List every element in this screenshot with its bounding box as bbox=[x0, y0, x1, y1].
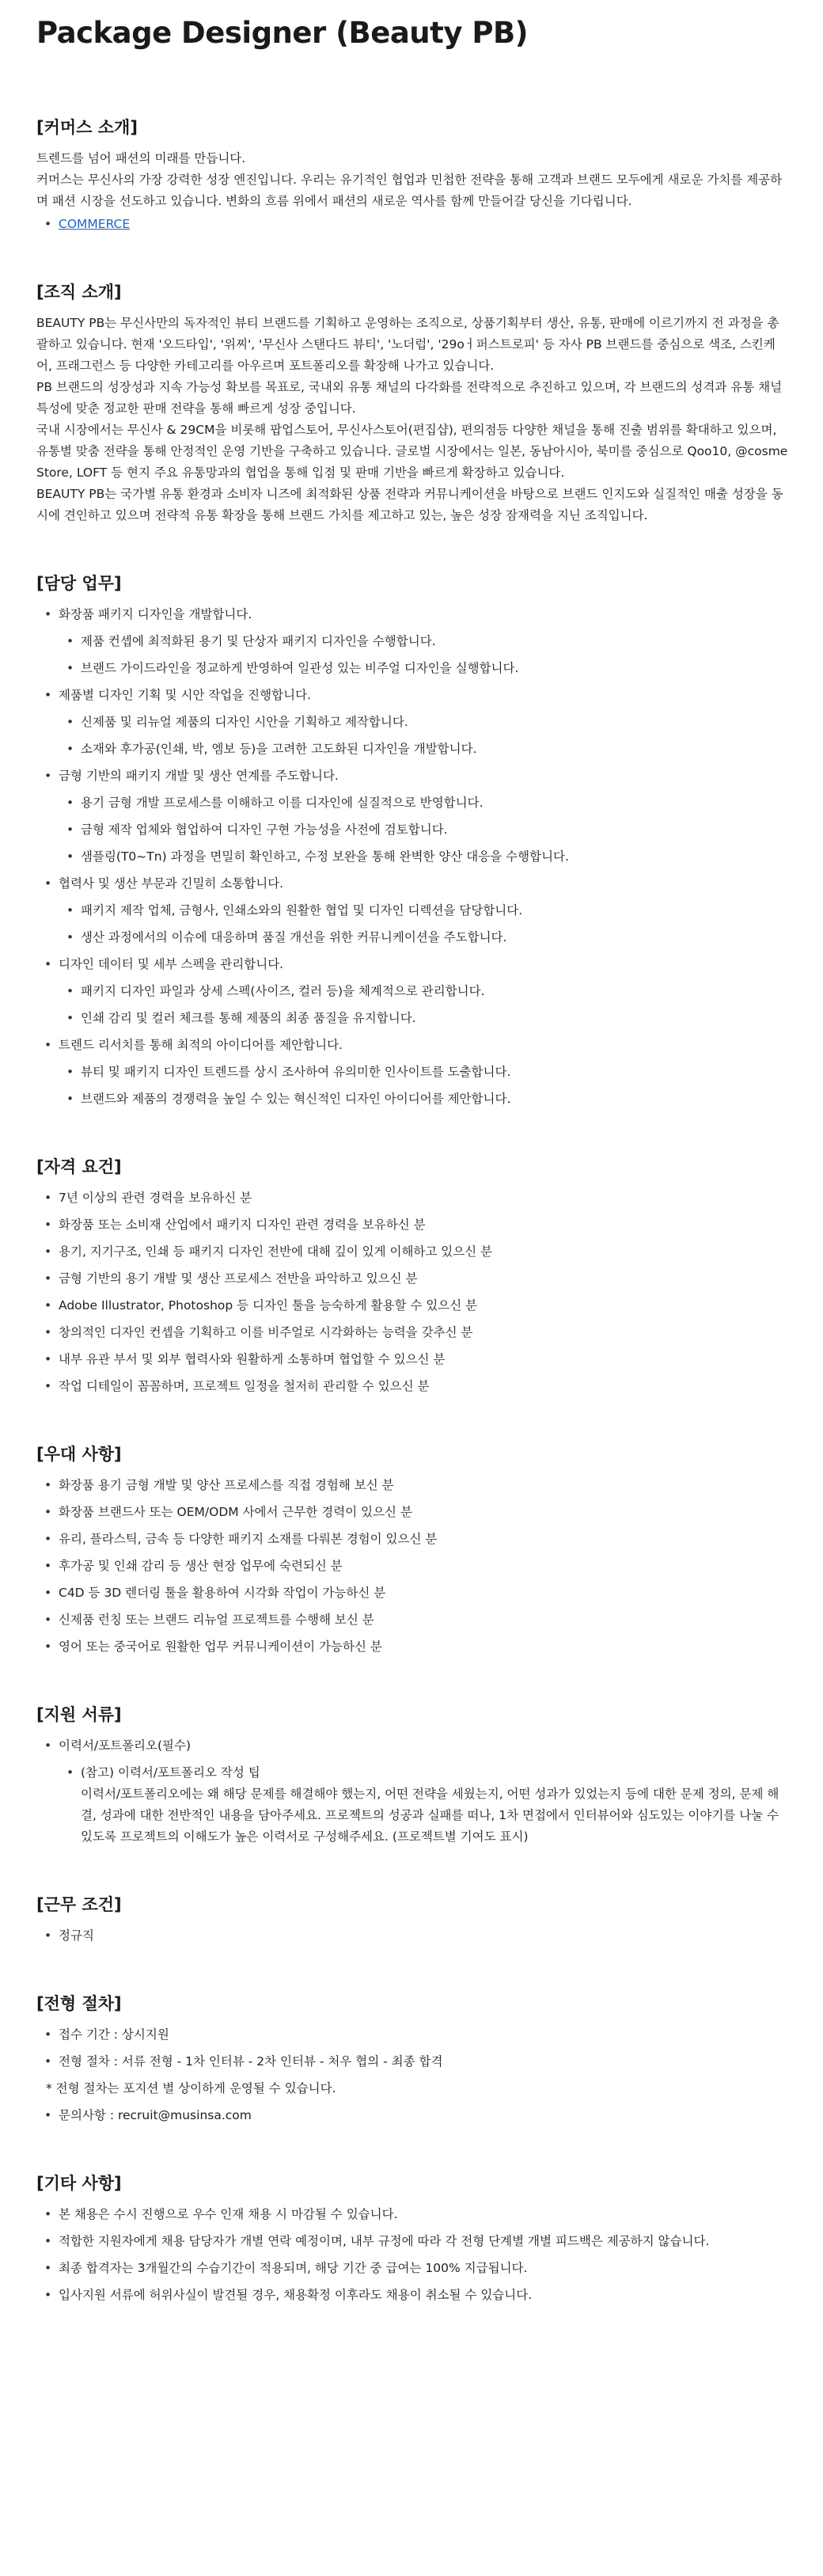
section-heading-process: [전형 절차] bbox=[36, 1994, 122, 2013]
process-list bbox=[36, 2024, 788, 2073]
list-item: • 화장품 또는 소비재 산업에서 패키지 디자인 관련 경력을 보유하신 분 bbox=[59, 1214, 788, 1236]
list-item: • 샘플링(T0~Tn) 과정을 면밀히 확인하고, 수정 보완을 통해 완벽한 양산 대응을 수행합니다. bbox=[81, 846, 788, 868]
list-item: • 소재와 후가공(인쇄, 박, 엠보 등)을 고려한 고도화된 디자인을 개발합니다. bbox=[81, 739, 788, 760]
list-item: • Adobe Illustrator, Photoshop 등 디자인 툴을 능숙하게 활용할 수 있으신 분 bbox=[59, 1295, 788, 1316]
duty-text: 제품별 디자인 기획 및 시안 작업을 진행합니다. bbox=[59, 688, 311, 702]
section-heading-etc: [기타 사항] bbox=[36, 2174, 122, 2193]
list-item: • 입사지원 서류에 허위사실이 발견될 경우, 채용확정 이후라도 채용이 취소될 수 있습니다. bbox=[59, 2285, 788, 2306]
list-item: • 패키지 디자인 파일과 상세 스펙(사이즈, 컬러 등)을 체계적으로 관리합니다. bbox=[81, 981, 788, 1002]
section-heading-preferred: [우대 사항] bbox=[36, 1445, 122, 1464]
list-item: • 패키지 제작 업체, 금형사, 인쇄소와의 원활한 협업 및 디자인 디렉션을 담당합니다. bbox=[81, 900, 788, 921]
process-contact-list bbox=[36, 2105, 788, 2126]
page-title: Package Designer (Beauty PB) bbox=[36, 16, 529, 50]
section-duties bbox=[36, 571, 788, 1110]
list-item: • 화장품 용기 금형 개발 및 양산 프로세스를 직접 경험해 보신 분 bbox=[59, 1475, 788, 1496]
commerce-link[interactable]: COMMERCE bbox=[59, 217, 131, 231]
section-etc bbox=[36, 2171, 788, 2306]
process-note: * 전형 절차는 포지션 별 상이하게 운영될 수 있습니다. bbox=[46, 2081, 336, 2095]
section-commerce bbox=[36, 115, 788, 235]
duty-text: 화장품 패키지 디자인을 개발합니다. bbox=[59, 607, 252, 621]
commerce-links bbox=[36, 214, 788, 235]
list-item bbox=[59, 1735, 788, 1848]
section-heading-commerce: [커머스 소개] bbox=[36, 118, 138, 137]
org-paragraph-3: 국내 시장에서는 무신사 & 29CM을 비롯해 팝업스토어, 무신사스토어(편집샵), 편의점등 다양한 채널을 통해 진출 범위를 확대하고 있으며, 유통별 맞춤 전략을 통해 안정적인 운영 기반을 구축하고 있습니다. 글로벌 시장에서는 일본, 동남아시아, 북미를 중심으로 Qoo10, @cosme Store, LOFT 등 현지 주요 유통망과의 협업을 통해 입점 및 판매 기반을 빠르게 확장하고 있습니다. bbox=[36, 423, 788, 480]
documents-list bbox=[36, 1735, 788, 1848]
commerce-intro: 트렌드를 넘어 패션의 미래를 만듭니다. bbox=[36, 151, 246, 165]
section-heading-conditions: [근무 조건] bbox=[36, 1895, 122, 1914]
section-heading-duties: [담당 업무] bbox=[36, 574, 122, 593]
list-item bbox=[59, 954, 788, 1029]
etc-list bbox=[36, 2204, 788, 2306]
conditions-list bbox=[36, 1925, 788, 1947]
list-item bbox=[59, 1035, 788, 1110]
list-item: • 작업 디테일이 꼼꼼하며, 프로젝트 일정을 철저히 관리할 수 있으신 분 bbox=[59, 1376, 788, 1397]
list-item bbox=[59, 685, 788, 760]
duty-sublist bbox=[59, 1062, 788, 1110]
tip-title: • (참고) 이력서/포트폴리오 작성 팁 bbox=[81, 1765, 260, 1780]
tip-body: 이력서/포트폴리오에는 왜 해당 문제를 해결해야 했는지, 어떤 전략을 세웠는지, 어떤 성과가 있었는지 등에 대한 문제 정의, 문제 해결, 성과에 대한 전반적인 내용을 담아주세요. 프로젝트의 성공과 실패를 떠나, 1차 면접에서 인터뷰어와 심도있는 이야기를 나눌 수 있도록 프로젝트의 이해도가 높은 이력서로 구성해주세요. (프로젝트별 기여도 표시) bbox=[81, 1787, 779, 1844]
list-item: • 창의적인 디자인 컨셉을 기획하고 이를 비주얼로 시각화하는 능력을 갖추신 분 bbox=[59, 1322, 788, 1343]
list-item: • 최종 합격자는 3개월간의 수습기간이 적용되며, 해당 기간 중 급여는 100% 지급됩니다. bbox=[59, 2258, 788, 2279]
list-item: • 브랜드와 제품의 경쟁력을 높일 수 있는 혁신적인 디자인 아이디어를 제안합니다. bbox=[81, 1089, 788, 1110]
preferred-list bbox=[36, 1475, 788, 1658]
section-organization bbox=[36, 279, 788, 526]
duty-text: 협력사 및 생산 부문과 긴밀히 소통합니다. bbox=[59, 876, 284, 891]
list-item: • 제품 컨셉에 최적화된 용기 및 단상자 패키지 디자인을 수행합니다. bbox=[81, 631, 788, 652]
duty-text: 금형 기반의 패키지 개발 및 생산 연계를 주도합니다. bbox=[59, 769, 339, 783]
list-item: • 금형 제작 업체와 협업하여 디자인 구현 가능성을 사전에 검토합니다. bbox=[81, 819, 788, 841]
list-item: • 인쇄 감리 및 컬러 체크를 통해 제품의 최종 품질을 유지합니다. bbox=[81, 1008, 788, 1029]
list-item: • 신제품 및 리뉴얼 제품의 디자인 시안을 기획하고 제작합니다. bbox=[81, 712, 788, 733]
section-qualifications bbox=[36, 1154, 788, 1397]
list-item: • 적합한 지원자에게 채용 담당자가 개별 연락 예정이며, 내부 규정에 따라 각 전형 단계별 개별 피드백은 제공하지 않습니다. bbox=[59, 2231, 788, 2252]
list-item: • 금형 기반의 용기 개발 및 생산 프로세스 전반을 파악하고 있으신 분 bbox=[59, 1268, 788, 1290]
list-item bbox=[59, 873, 788, 948]
list-item: • 브랜드 가이드라인을 정교하게 반영하여 일관성 있는 비주얼 디자인을 실행합니다. bbox=[81, 658, 788, 679]
duty-text: 디자인 데이터 및 세부 스펙을 관리합니다. bbox=[59, 957, 284, 971]
list-item: • 용기 금형 개발 프로세스를 이해하고 이를 디자인에 실질적으로 반영합니다. bbox=[81, 792, 788, 814]
list-item: • 후가공 및 인쇄 감리 등 생산 현장 업무에 숙련되신 분 bbox=[59, 1556, 788, 1577]
org-paragraph-4: BEAUTY PB는 국가별 유통 환경과 소비자 니즈에 최적화된 상품 전략과 커뮤니케이션을 바탕으로 브랜드 인지도와 실질적인 매출 성장을 동시에 견인하고 있으며 전략적 유통 확장을 통해 브랜드 가치를 제고하고 있는, 높은 성장 잠재력을 지닌 조직입니다. bbox=[36, 487, 783, 522]
list-item bbox=[59, 604, 788, 679]
list-item: • 화장품 브랜드사 또는 OEM/ODM 사에서 근무한 경력이 있으신 분 bbox=[59, 1502, 788, 1523]
list-item: • 접수 기간 : 상시지원 bbox=[59, 2024, 788, 2046]
list-item: • 영어 또는 중국어로 원활한 업무 커뮤니케이션이 가능하신 분 bbox=[59, 1636, 788, 1658]
list-item bbox=[59, 766, 788, 868]
documents-sublist bbox=[59, 1762, 788, 1848]
list-item: • 내부 유관 부서 및 외부 협력사와 원활하게 소통하며 협업할 수 있으신 분 bbox=[59, 1349, 788, 1370]
document-required: 이력서/포트폴리오(필수) bbox=[59, 1738, 192, 1753]
duty-sublist bbox=[59, 712, 788, 760]
org-paragraph-2: PB 브랜드의 성장성과 지속 가능성 확보를 목표로, 국내외 유통 채널의 다각화를 전략적으로 추진하고 있으며, 각 브랜드의 성격과 유통 채널 특성에 맞춘 정교한 판매 전략을 통해 빠르게 성장 중입니다. bbox=[36, 380, 783, 416]
section-process bbox=[36, 1991, 788, 2126]
list-item: • 생산 과정에서의 이슈에 대응하며 품질 개선을 위한 커뮤니케이션을 주도합니다. bbox=[81, 927, 788, 948]
section-heading-documents: [지원 서류] bbox=[36, 1705, 122, 1724]
list-item: • 용기, 지기구조, 인쇄 등 패키지 디자인 전반에 대해 깊이 있게 이해하고 있으신 분 bbox=[59, 1241, 788, 1263]
commerce-description: 커머스는 무신사의 가장 강력한 성장 엔진입니다. 우리는 유기적인 협업과 민첩한 전략을 통해 고객과 브랜드 모두에게 새로운 가치를 제공하며 패션 시장을 선도하고 있습니다. 변화의 흐름 위에서 패션의 새로운 역사를 함께 만들어갈 당신을 기다립니다. bbox=[36, 173, 783, 208]
duty-text: 트렌드 리서치를 통해 최적의 아이디어를 제안합니다. bbox=[59, 1038, 343, 1052]
duties-list bbox=[36, 604, 788, 1110]
section-documents bbox=[36, 1702, 788, 1848]
section-heading-organization: [조직 소개] bbox=[36, 283, 122, 302]
list-item bbox=[59, 214, 788, 235]
duty-sublist bbox=[59, 900, 788, 948]
section-conditions bbox=[36, 1892, 788, 1947]
list-item: • 7년 이상의 관련 경력을 보유하신 분 bbox=[59, 1187, 788, 1209]
list-item: • 신제품 런칭 또는 브랜드 리뉴얼 프로젝트를 수행해 보신 분 bbox=[59, 1609, 788, 1631]
list-item: • 유리, 플라스틱, 금속 등 다양한 패키지 소재를 다뤄본 경험이 있으신 분 bbox=[59, 1529, 788, 1550]
list-item: • 문의사항 : recruit@musinsa.com bbox=[59, 2105, 788, 2126]
duty-sublist bbox=[59, 792, 788, 868]
list-item: • C4D 등 3D 렌더링 툴을 활용하여 시각화 작업이 가능하신 분 bbox=[59, 1582, 788, 1604]
section-heading-qualifications: [자격 요건] bbox=[36, 1157, 122, 1176]
list-item: • 정규직 bbox=[59, 1925, 788, 1947]
list-item: • 본 채용은 수시 진행으로 우수 인재 채용 시 마감될 수 있습니다. bbox=[59, 2204, 788, 2225]
section-preferred bbox=[36, 1442, 788, 1658]
list-item bbox=[81, 1762, 788, 1848]
list-item: • 뷰티 및 패키지 디자인 트렌드를 상시 조사하여 유의미한 인사이트를 도출합니다. bbox=[81, 1062, 788, 1083]
qualifications-list bbox=[36, 1187, 788, 1397]
duty-sublist bbox=[59, 981, 788, 1029]
org-paragraph-1: BEAUTY PB는 무신사만의 독자적인 뷰티 브랜드를 기획하고 운영하는 조직으로, 상품기획부터 생산, 유통, 판매에 이르기까지 전 과정을 총괄하고 있습니다. 현재 '오드타입', '위찌', '무신사 스탠다드 뷰티', '노더럽', '29oㅓ퍼스트로피' 등 자사 PB 브랜드를 중심으로 색조, 스킨케어, 프래그런스 등 다양한 카테고리를 아우르며 포트폴리오를 확장해 나가고 있습니다. bbox=[36, 316, 779, 373]
list-item: • 전형 절차 : 서류 전형 - 1차 인터뷰 - 2차 인터뷰 - 처우 협의 - 최종 합격 bbox=[59, 2051, 788, 2073]
duty-sublist bbox=[59, 631, 788, 679]
